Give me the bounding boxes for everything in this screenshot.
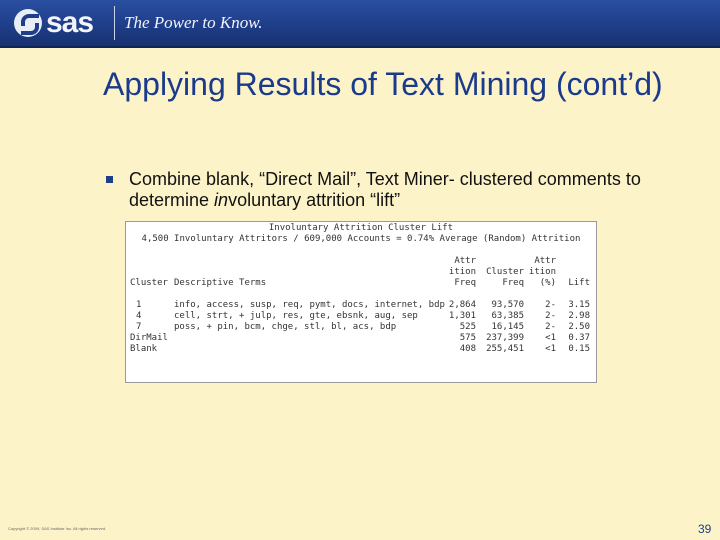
lift-cell: 3.15	[568, 300, 590, 310]
cluster-freq-cell: 93,570	[491, 300, 524, 310]
lift-cell: 0.37	[568, 333, 590, 343]
table-row	[130, 311, 592, 322]
header-cell: Freq	[454, 278, 476, 288]
header-cell	[556, 267, 590, 278]
sas-output-table	[125, 221, 597, 383]
cluster-freq-cell: 237,399	[486, 333, 524, 343]
header-cell	[174, 267, 426, 278]
bullet-text-part2: voluntary attrition “lift”	[228, 190, 401, 210]
table-row	[130, 333, 592, 344]
pct-cell: 2-	[545, 322, 556, 332]
lift-cell: 2.50	[568, 322, 590, 332]
pct-cell: <1	[545, 333, 556, 343]
header-row-3	[130, 278, 592, 289]
pct-cell: 2-	[545, 300, 556, 310]
sas-logo	[14, 6, 93, 40]
page-number: 39	[698, 522, 712, 536]
square-bullet-icon	[106, 176, 113, 183]
header-cell	[556, 256, 590, 267]
cluster-cell: 7	[136, 322, 142, 332]
output-spacer	[130, 245, 592, 256]
copyright-text: Copyright © 2009, SAS Institute Inc. All rights reserved.	[8, 526, 107, 531]
pct-cell: <1	[545, 344, 556, 354]
attr-freq-cell: 525	[459, 322, 476, 332]
bullet-text	[129, 169, 666, 211]
cluster-freq-cell: 63,385	[491, 311, 524, 321]
header-cell: (%)	[539, 278, 556, 288]
attr-freq-cell: 408	[459, 344, 476, 354]
table-row	[130, 344, 592, 355]
header-bar	[0, 0, 720, 48]
header-cell: Cluster	[486, 267, 524, 277]
sas-swirl-icon	[14, 9, 42, 37]
header-row-2	[130, 267, 592, 278]
header-cell: Freq	[502, 278, 524, 288]
cluster-cell: Blank	[130, 344, 158, 354]
attr-freq-cell: 2,864	[448, 300, 476, 310]
bullet-item	[106, 169, 666, 211]
header-cell: Attr	[534, 256, 556, 266]
table-row	[130, 322, 592, 333]
cluster-freq-cell: 16,145	[491, 322, 524, 332]
terms-cell	[174, 333, 426, 344]
terms-cell	[174, 344, 426, 355]
header-row-1	[130, 256, 592, 267]
table-row	[130, 300, 592, 311]
attr-freq-cell: 575	[459, 333, 476, 343]
slide-title: Applying Results of Text Mining (cont’d)	[103, 66, 663, 102]
header-cell	[130, 267, 174, 278]
cluster-cell: 4	[136, 311, 142, 321]
header-cell: Descriptive Terms	[174, 278, 267, 288]
header-cell	[174, 256, 426, 267]
logo-text: sas	[46, 6, 94, 39]
bullet-text-italic: in	[214, 190, 229, 210]
header-cell: Attr	[454, 256, 476, 266]
header-cell	[476, 256, 524, 267]
header-cell: ition	[528, 267, 556, 277]
header-cell	[130, 256, 174, 267]
output-spacer	[130, 289, 592, 300]
terms-cell: info, access, susp, req, pymt, docs, internet, bdp	[174, 300, 445, 310]
bullet-text-part1: Combine blank, “Direct Mail”, Text Miner- clustered comments to determine	[129, 169, 641, 210]
cluster-freq-cell: 255,451	[486, 344, 524, 354]
header-cell: ition	[448, 267, 476, 277]
cluster-cell: DirMail	[130, 333, 168, 343]
header-cell: Cluster	[130, 278, 168, 288]
attr-freq-cell: 1,301	[448, 311, 476, 321]
output-title: Involuntary Attrition Cluster Lift	[268, 223, 454, 233]
header-cell: Lift	[568, 278, 590, 288]
terms-cell: poss, + pin, bcm, chge, stl, bl, acs, bdp	[174, 322, 397, 332]
terms-cell: cell, strt, + julp, res, gte, ebsnk, aug, sep	[174, 311, 418, 321]
lift-cell: 0.15	[568, 344, 590, 354]
lift-cell: 2.98	[568, 311, 590, 321]
output-subtitle: 4,500 Involuntary Attritors / 609,000 Accounts = 0.74% Average (Random) Attrition	[141, 234, 581, 244]
pct-cell: 2-	[545, 311, 556, 321]
header-divider	[114, 6, 115, 40]
cluster-cell: 1	[136, 300, 142, 310]
tagline: The Power to Know.	[124, 13, 263, 32]
